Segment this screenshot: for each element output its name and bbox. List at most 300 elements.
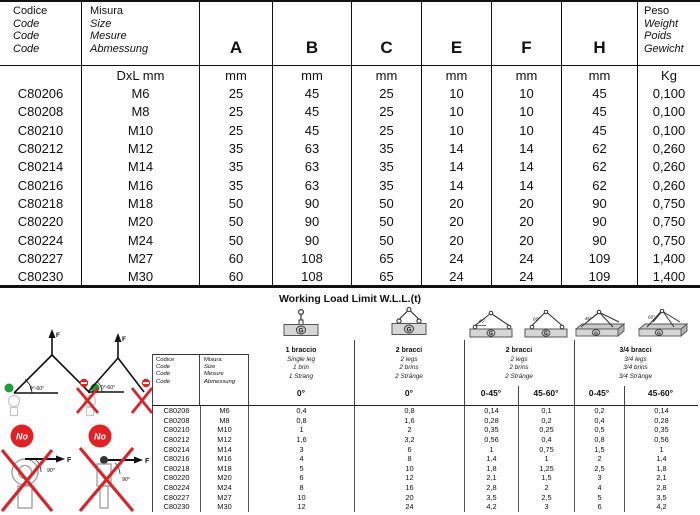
dimension-cell: 50 — [352, 213, 422, 231]
dimension-cell: 63 — [273, 158, 352, 176]
beam-grade-label: G — [406, 326, 412, 334]
wll-cell: 1,25 — [519, 464, 575, 474]
dimension-cell: C80210 — [0, 121, 82, 139]
beam-grade-label: G — [594, 331, 598, 337]
dimension-cell: 0,750 — [652, 232, 686, 248]
two-leg-vertical-icon — [387, 305, 431, 342]
header-line: Weight — [644, 17, 679, 30]
wll-cell: M8 — [201, 416, 249, 426]
wll-size-header — [200, 355, 248, 405]
wll-cell: 2,8 — [656, 483, 667, 493]
angle-header-45-60: 45-60° — [647, 388, 674, 398]
wll-code-size-header — [152, 354, 248, 405]
dimension-cell: 10 — [492, 84, 562, 102]
dimension-cell: 60 — [200, 268, 273, 286]
group-line: 1 brin — [293, 364, 309, 372]
dimension-cell: M30 — [82, 268, 200, 286]
dimension-cell: M27 — [82, 249, 200, 267]
wll-cell: C80224 — [153, 483, 201, 493]
dim-h-header: H — [562, 2, 638, 65]
angle-header-0: 0° — [404, 388, 414, 398]
dimension-cell: mm — [562, 66, 638, 84]
group-line: 1 braccio — [285, 347, 317, 354]
wll-cell: 0,1 — [519, 406, 575, 416]
dimension-cell: 25 — [200, 103, 273, 121]
dimension-cell: 45 — [273, 103, 352, 121]
force-label: F — [67, 457, 72, 464]
angle-header-0-45: 0-45° — [588, 388, 610, 398]
group-single-leg-label — [248, 347, 354, 381]
wll-cell: M6 — [201, 406, 249, 416]
beam-grade-label: G — [298, 327, 304, 335]
multi-leg-45deg-icon — [573, 309, 625, 340]
wll-cell: 10 — [355, 464, 465, 474]
wll-cell: 2,1 — [656, 473, 667, 483]
group-line: 1 Strang — [288, 372, 314, 380]
dim-a-header: A — [200, 2, 273, 65]
dim-e-header: E — [422, 2, 492, 65]
dimension-cell: Kg — [661, 67, 677, 83]
divider — [518, 386, 519, 405]
wll-cell: 0,56 — [465, 435, 519, 445]
wll-cell: M12 — [201, 435, 249, 445]
wll-cell: 0,8 — [249, 416, 355, 426]
header-line: Code — [13, 42, 40, 55]
wll-cell: 0,8 — [355, 406, 465, 416]
dimension-cell: C80224 — [0, 231, 82, 249]
dimension-cell: 90 — [273, 194, 352, 212]
divider — [248, 354, 249, 405]
angle-90-label: 90° — [47, 468, 55, 474]
dimension-cell: mm — [492, 66, 562, 84]
wll-cell: C80220 — [153, 473, 201, 483]
angle-header-45-60: 45-60° — [533, 388, 559, 398]
no-side-pull-ring-diagram — [2, 425, 72, 512]
wll-cell: 0,14 — [465, 406, 519, 416]
group-two-leg-label — [354, 347, 464, 381]
wll-cell: 1,6 — [249, 435, 355, 445]
dimension-cell: 24 — [422, 249, 492, 267]
wll-cell: 4 — [249, 454, 355, 464]
wll-cell: 0,28 — [465, 416, 519, 426]
dimension-cell: 62 — [562, 139, 638, 157]
header-line: Mesure — [204, 371, 224, 378]
dimension-cell: 20 — [492, 194, 562, 212]
dim-f-header: F — [492, 2, 562, 65]
wll-cell: 2 — [355, 425, 465, 435]
divider — [574, 340, 575, 405]
dimension-cell: 14 — [492, 139, 562, 157]
dimension-cell: 10 — [492, 121, 562, 139]
angle-90-label: 90° — [122, 477, 130, 483]
wll-cell: 0,75 — [519, 444, 575, 454]
wll-cell: 0,8 — [575, 435, 625, 445]
dimension-cell: 50 — [200, 231, 273, 249]
dimension-cell: 14 — [422, 139, 492, 157]
no-side-pull-bolt-diagram — [80, 425, 150, 512]
wll-cell: C80214 — [153, 444, 201, 454]
wll-cell: 2,1 — [465, 473, 519, 483]
wll-cell: 10 — [249, 492, 355, 502]
wll-cell: C80212 — [153, 435, 201, 445]
dimension-cell: 90 — [273, 231, 352, 249]
dimension-cell: 0,100 — [652, 122, 686, 138]
wll-cell: 0,2 — [575, 406, 625, 416]
dimension-cell: 35 — [200, 176, 273, 194]
wll-cell: 3,2 — [355, 435, 465, 445]
dimension-cell: C80230 — [0, 268, 82, 286]
two-leg-45deg-icon — [467, 310, 515, 340]
dimension-cell: C80220 — [0, 213, 82, 231]
wll-cell: 2,8 — [465, 483, 519, 493]
angle-header-0-45: 0-45° — [480, 388, 502, 398]
wll-cell: 0,5 — [575, 425, 625, 435]
dimension-cell: 50 — [200, 194, 273, 212]
wll-cell: 3 — [519, 502, 575, 512]
header-line: Poids — [644, 30, 672, 43]
dimension-cell: M24 — [82, 231, 200, 249]
dimension-cell: 25 — [352, 103, 422, 121]
wll-cell: 1 — [659, 444, 664, 454]
header-line: Misura — [204, 357, 222, 363]
arrow-up-icon — [115, 333, 122, 342]
arrow-up-icon — [49, 329, 56, 338]
dimension-cell: 45 — [562, 103, 638, 121]
wll-cell: M24 — [201, 483, 249, 493]
dimension-cell: 10 — [422, 103, 492, 121]
group-line: 2 brins — [509, 364, 529, 372]
wll-title: Working Load Limit W.L.L.(t) — [278, 293, 422, 305]
wll-cell: C80216 — [153, 454, 201, 464]
group-line: 2 legs — [510, 355, 528, 363]
wll-cell: 1,5 — [519, 473, 575, 483]
wll-cell: 6 — [249, 473, 355, 483]
dimension-cell: 65 — [352, 249, 422, 267]
wll-cell: 0,4 — [519, 435, 575, 445]
dimension-cell: 24 — [422, 268, 492, 286]
group-line: 2 Stränge — [505, 372, 533, 380]
wrong-angle-diagram — [77, 333, 152, 413]
header-line: Code — [156, 378, 171, 385]
group-line: Single leg — [286, 355, 316, 363]
dimension-cell: 60 — [200, 249, 273, 267]
dimension-cell: 62 — [562, 176, 638, 194]
dimension-cell: 14 — [492, 176, 562, 194]
usage-diagrams — [0, 300, 152, 515]
wll-cell: 1 — [465, 444, 519, 454]
group-line: 2 bracci — [505, 347, 533, 354]
header-line: Code — [156, 364, 171, 371]
dimension-cell: 25 — [352, 121, 422, 139]
dimension-cell: M18 — [82, 194, 200, 212]
wll-table-body — [152, 405, 698, 512]
wll-cell: 12 — [249, 502, 355, 512]
dimension-cell: 50 — [200, 213, 273, 231]
wll-cell: C80206 — [153, 406, 201, 416]
wll-cell: 1,4 — [465, 454, 519, 464]
dimension-cell: 108 — [273, 249, 352, 267]
dimension-cell: M20 — [82, 213, 200, 231]
icon-angle-label: 60° — [533, 316, 540, 322]
dimension-cell: 45 — [273, 121, 352, 139]
dimension-cell: 50 — [352, 231, 422, 249]
wll-cell: 0,4 — [249, 406, 355, 416]
divider — [354, 340, 355, 405]
wll-cell: 1 — [519, 454, 575, 464]
dimension-cell: C80208 — [0, 103, 82, 121]
group-line: 2 Stränge — [395, 372, 423, 380]
angle-header-0: 0° — [296, 388, 306, 398]
wll-cell: M16 — [201, 454, 249, 464]
dimensions-table-body — [0, 66, 700, 285]
dimension-cell: C80206 — [0, 84, 82, 102]
header-line: Gewicht — [644, 42, 684, 55]
dimension-cell: 25 — [352, 84, 422, 102]
angle-range-label: 0°-60° — [100, 385, 116, 391]
dimension-cell: 90 — [562, 194, 638, 212]
angle-range-label: 0°-60° — [29, 386, 45, 392]
dimension-cell: 20 — [492, 213, 562, 231]
wll-cell: 1,8 — [656, 463, 667, 473]
group-multi-leg-label — [574, 347, 697, 381]
wll-cell: 1,6 — [355, 416, 465, 426]
dimension-cell: 0,260 — [652, 141, 686, 157]
wll-cell: 6 — [575, 502, 625, 512]
dimension-cell: 63 — [273, 139, 352, 157]
dimension-cell: 20 — [422, 231, 492, 249]
dimension-cell: 35 — [200, 139, 273, 157]
dimension-cell: 0,100 — [652, 104, 686, 120]
size-column-header — [82, 2, 200, 65]
force-label: F — [56, 332, 60, 339]
group-two-leg-angled-label — [464, 347, 574, 381]
dimension-cell: 14 — [492, 158, 562, 176]
dimension-cell: 1,400 — [652, 251, 686, 267]
header-line: Size — [204, 364, 216, 371]
wll-cell: 0,28 — [654, 415, 669, 425]
header-line: Peso — [644, 5, 670, 17]
wll-cell: 2 — [519, 483, 575, 493]
wll-cell: 3 — [249, 444, 355, 454]
group-line: 3/4 legs — [624, 355, 647, 363]
wll-cell: C80208 — [153, 416, 201, 426]
dimension-cell: mm — [273, 66, 352, 84]
weight-column-header — [638, 2, 700, 65]
dimension-cell: 25 — [200, 84, 273, 102]
group-line: 3/4 brins — [623, 364, 648, 372]
arrow-right-icon — [134, 457, 143, 464]
wll-cell: 2,5 — [575, 464, 625, 474]
dimension-cell: 10 — [422, 121, 492, 139]
group-line: 3/4 bracci — [619, 347, 652, 354]
dimension-cell: 45 — [562, 121, 638, 139]
wll-cell: 2 — [575, 454, 625, 464]
wll-cell: 1 — [249, 425, 355, 435]
wll-cell: 0,35 — [654, 425, 669, 435]
header-line: Abmessung — [204, 378, 236, 385]
header-line: Mesure — [90, 30, 127, 43]
dimension-cell: 90 — [562, 213, 638, 231]
dimension-cell: 0,100 — [652, 86, 686, 102]
dimension-cell: 20 — [422, 213, 492, 231]
wll-cell: C80227 — [153, 492, 201, 502]
icon-angle-label: 45° — [584, 316, 592, 321]
ok-dot-icon — [5, 384, 14, 393]
group-line: 2 brins — [399, 364, 419, 372]
dimension-cell: 10 — [492, 103, 562, 121]
wll-cell: M10 — [201, 425, 249, 435]
dimension-cell: 0,260 — [652, 159, 686, 175]
bolt-head-icon — [100, 456, 108, 464]
wll-cell: C80218 — [153, 464, 201, 474]
dimension-cell: 0,260 — [652, 177, 686, 193]
dimension-cell: 0,750 — [652, 214, 686, 230]
beam-grade-label: G — [489, 331, 493, 338]
wll-code-header — [152, 355, 200, 405]
dimension-cell: 109 — [562, 268, 638, 286]
dimension-cell: 20 — [492, 231, 562, 249]
dimension-cell: 35 — [352, 176, 422, 194]
dimension-cell: 90 — [273, 213, 352, 231]
dimension-cell: 109 — [562, 249, 638, 267]
dimension-cell: 50 — [352, 194, 422, 212]
wll-cell: C80230 — [153, 502, 201, 512]
dimension-cell: 108 — [273, 268, 352, 286]
wll-cell: 20 — [355, 492, 465, 502]
wll-cell: 5 — [249, 464, 355, 474]
dim-b-header: B — [273, 2, 352, 65]
wll-cell: 0,35 — [465, 425, 519, 435]
wll-cell: C80210 — [153, 425, 201, 435]
wll-cell: 3,5 — [656, 492, 667, 502]
icon-angle-label: 45° — [478, 318, 486, 324]
wll-cell: M14 — [201, 444, 249, 454]
dimension-cell: 24 — [492, 268, 562, 286]
dimension-cell: 35 — [200, 158, 273, 176]
dimension-cell: C80218 — [0, 194, 82, 212]
wll-cell: 24 — [355, 502, 465, 512]
icon-angle-label: 60° — [648, 314, 655, 320]
dimension-cell: C80212 — [0, 139, 82, 157]
dimension-cell: 24 — [492, 249, 562, 267]
divider — [152, 354, 153, 405]
dimension-cell: M10 — [82, 121, 200, 139]
header-line: Code — [13, 17, 40, 30]
header-line: Codice — [156, 357, 175, 363]
force-label: F — [122, 336, 126, 343]
force-label: F — [145, 458, 150, 465]
arrow-right-icon — [56, 456, 65, 463]
wll-cell: 0,25 — [519, 425, 575, 435]
dimension-cell: 62 — [562, 158, 638, 176]
dimension-cell: 63 — [273, 176, 352, 194]
dimension-cell: DxL mm — [82, 66, 200, 84]
dimension-cell: mm — [352, 66, 422, 84]
dimensions-table-header — [0, 2, 700, 66]
dimension-cell: 45 — [273, 84, 352, 102]
dimension-cell: mm — [200, 66, 273, 84]
wll-cell: 4 — [575, 483, 625, 493]
wll-cell: M18 — [201, 464, 249, 474]
single-leg-icon — [279, 306, 323, 342]
wll-cell: 0,4 — [575, 416, 625, 426]
wll-cell: 8 — [249, 483, 355, 493]
wll-cell: 1,8 — [465, 464, 519, 474]
group-line: 2 legs — [400, 355, 418, 363]
dimension-cell: 65 — [352, 268, 422, 286]
dimension-cell: 25 — [200, 121, 273, 139]
dimension-cell: 35 — [352, 139, 422, 157]
beam-grade-label: G — [544, 331, 548, 338]
dimension-cell: 14 — [422, 176, 492, 194]
dimension-cell: 90 — [562, 231, 638, 249]
wll-cell: 1,4 — [656, 454, 667, 464]
no-label: No — [16, 431, 28, 442]
dimension-cell: 35 — [352, 158, 422, 176]
wll-cell: 3,5 — [465, 492, 519, 502]
dimension-cell: C80214 — [0, 158, 82, 176]
dimension-cell: M14 — [82, 158, 200, 176]
header-line: Codice — [13, 5, 48, 17]
header-line: Code — [13, 30, 40, 43]
wll-cell: 12 — [355, 473, 465, 483]
divider — [464, 340, 465, 405]
wll-cell: 3 — [575, 473, 625, 483]
wll-cell: 6 — [355, 444, 465, 454]
dimension-cell: mm — [422, 66, 492, 84]
group-line: 2 bracci — [395, 347, 423, 354]
wll-cell: M20 — [201, 473, 249, 483]
header-line: Abmessung — [90, 42, 149, 55]
wll-cell: M30 — [201, 502, 249, 512]
divider — [624, 386, 625, 405]
wll-cell: 16 — [355, 483, 465, 493]
wll-cell: 1,5 — [575, 444, 625, 454]
wll-cell: 8 — [355, 454, 465, 464]
dimension-cell: M12 — [82, 139, 200, 157]
header-line: Code — [156, 371, 171, 378]
dimension-cell: M8 — [82, 103, 200, 121]
wll-cell: 5 — [575, 492, 625, 502]
dimension-cell: 0,750 — [652, 196, 686, 212]
two-leg-60deg-icon — [522, 310, 570, 340]
dimension-cell: 45 — [562, 84, 638, 102]
wll-cell: 4,2 — [656, 502, 667, 512]
wll-cell: 4,2 — [465, 502, 519, 512]
wll-cell: 2,5 — [519, 492, 575, 502]
multi-leg-60deg-icon — [636, 309, 688, 340]
beam-grade-label: G — [657, 331, 661, 337]
dimension-cell: 1,400 — [652, 269, 686, 285]
dimension-cell: M16 — [82, 176, 200, 194]
no-label: No — [94, 431, 106, 442]
code-column-header — [0, 2, 82, 65]
dimension-cell: C80216 — [0, 176, 82, 194]
dimension-cell: M6 — [82, 84, 200, 102]
header-line: Misura — [90, 5, 124, 17]
wll-cell: 0,14 — [654, 406, 669, 416]
dim-c-header: C — [352, 2, 422, 65]
dimension-cell: 10 — [422, 84, 492, 102]
dimension-cell: C80227 — [0, 249, 82, 267]
wll-cell: M27 — [201, 492, 249, 502]
wll-cell: 0,2 — [519, 416, 575, 426]
wll-cell: 0,56 — [654, 435, 669, 445]
dimension-cell: 20 — [422, 194, 492, 212]
dimension-cell: 14 — [422, 158, 492, 176]
group-line: 3/4 Stränge — [618, 372, 653, 380]
dimension-cell — [0, 66, 82, 84]
